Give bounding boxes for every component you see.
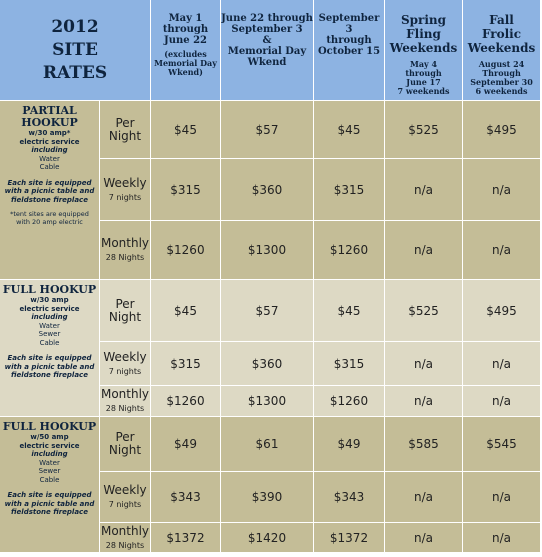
hookup-name: PARTIAL (22, 104, 77, 117)
column-header-fall-frolic (463, 0, 541, 101)
column-header-subtext (385, 60, 462, 96)
rate-value: $360 (221, 342, 314, 386)
hookup-category-cell (0, 101, 100, 280)
rate-period-label: Per Night (108, 430, 142, 457)
equipment-note: Each site is equipped (7, 178, 92, 187)
table-row (0, 280, 541, 342)
column-header-subline: (excludes (164, 49, 207, 59)
column-header-line: Fling (406, 27, 441, 41)
table-title: 2012 SITE RATES (42, 16, 108, 83)
spacer (0, 484, 99, 491)
rate-period-cell (100, 101, 151, 159)
rate-value: $315 (151, 159, 221, 221)
electric-service: electric service (19, 137, 80, 146)
rate-value: $1300 (221, 221, 314, 280)
included-utility: Cable (39, 163, 60, 171)
rate-value: $1372 (151, 523, 221, 553)
column-header-subline: through (405, 68, 442, 78)
including-label: including (31, 146, 68, 154)
table-row (0, 417, 541, 472)
rate-value: n/a (463, 523, 541, 553)
including-label: including (31, 450, 68, 458)
included-utility: Water (39, 458, 60, 467)
hookup-category-cell (0, 280, 100, 417)
rate-period-label: Weekly (103, 483, 147, 497)
table-title-cell (0, 0, 151, 101)
rate-value: $1300 (221, 386, 314, 417)
equipment-note: with a picnic table and (4, 499, 95, 508)
rate-period-label: Per Night (108, 115, 142, 143)
rate-value: $545 (463, 417, 541, 472)
rate-value: $315 (314, 342, 385, 386)
column-header-line: June 22 through (221, 13, 313, 24)
rate-value: $343 (151, 472, 221, 523)
column-header-line: October 15 (317, 46, 381, 57)
tent-note-line: with 20 amp electric (16, 218, 83, 226)
included-utility: Sewer (38, 467, 61, 475)
rate-value: $49 (314, 417, 385, 472)
rate-value: $57 (221, 280, 314, 342)
included-utility: Sewer (38, 330, 61, 338)
column-header-subtext (463, 60, 540, 96)
rate-value: $1260 (314, 386, 385, 417)
rate-value: $45 (314, 280, 385, 342)
rate-value: $61 (221, 417, 314, 472)
amperage: w/50 amp (30, 433, 69, 441)
electric-service: electric service (19, 441, 80, 450)
included-utility: Water (39, 154, 60, 163)
rate-value: n/a (463, 342, 541, 386)
rate-value: $45 (151, 101, 221, 159)
rate-value: $57 (221, 101, 314, 159)
included-utility: Cable (39, 338, 60, 347)
rate-value: $1260 (314, 221, 385, 280)
rate-period-label: Weekly (103, 175, 147, 190)
column-header-subline: June 17 (406, 77, 441, 87)
tent-site-note (0, 210, 99, 226)
hookup-category-cell (0, 417, 100, 553)
column-header-line: May 1 (168, 13, 203, 24)
column-header-line: Memorial Day (227, 46, 307, 57)
column-header-line: Frolic (481, 27, 522, 41)
amperage: w/30 amp (30, 296, 69, 304)
amperage: w/30 amp* (28, 129, 71, 137)
rate-value: $495 (463, 280, 541, 342)
hookup-name: FULL HOOKUP (2, 420, 97, 433)
rate-period-nights: 7 nights (108, 500, 142, 509)
rate-value: $1420 (221, 523, 314, 553)
rate-period-nights: 28 Nights (105, 253, 145, 262)
rate-value: $1372 (314, 523, 385, 553)
equipment-note: with a picnic table and (4, 362, 95, 371)
hookup-name: HOOKUP (21, 116, 78, 129)
rate-period-label: Monthly (100, 236, 150, 250)
rate-value: $525 (385, 280, 463, 342)
rate-value: $343 (314, 472, 385, 523)
rate-value: $1260 (151, 386, 221, 417)
column-header-subline: Memorial Day (154, 58, 217, 68)
rate-value: n/a (463, 472, 541, 523)
rate-period-cell (100, 221, 151, 280)
rate-period-nights: 7 nights (108, 192, 142, 202)
rate-value: $315 (151, 342, 221, 386)
rate-value: $495 (463, 101, 541, 159)
column-header-subline: September 30 (470, 77, 533, 87)
rate-period-cell (100, 386, 151, 417)
equipment-note: Each site is equipped (7, 354, 92, 362)
column-header-line: Weekends (467, 41, 536, 55)
column-header-subline: August 24 (478, 59, 525, 69)
rate-value: $1260 (151, 221, 221, 280)
rate-period-nights: 28 Nights (105, 540, 145, 550)
column-header-line: September 3 (318, 13, 380, 35)
column-header-spring-fling (385, 0, 463, 101)
column-header-subline: May 4 (409, 59, 438, 69)
rate-period-nights: 28 Nights (105, 404, 145, 413)
rate-period-cell (100, 280, 151, 342)
rate-value: $360 (221, 159, 314, 221)
rate-value: $45 (314, 101, 385, 159)
rate-period-cell (100, 523, 151, 553)
column-header-subline: 6 weekends (475, 86, 528, 96)
rate-value: n/a (385, 523, 463, 553)
rate-value: n/a (385, 342, 463, 386)
column-header-line: September 3 (231, 24, 303, 35)
included-utility: Water (39, 321, 60, 330)
column-header-line: & (262, 35, 272, 46)
rate-period-cell (100, 342, 151, 386)
rate-value: $45 (151, 280, 221, 342)
rate-value: n/a (463, 386, 541, 417)
rate-value: n/a (385, 472, 463, 523)
rate-value: n/a (463, 221, 541, 280)
table-row (0, 101, 541, 159)
rate-period-nights: 7 nights (108, 366, 142, 376)
rate-value: n/a (463, 159, 541, 221)
spacer (0, 347, 99, 354)
column-header-subline: 7 weekends (397, 86, 450, 96)
column-header-line: through (326, 35, 372, 46)
column-header-line: Fall (489, 13, 514, 27)
rate-value: $390 (221, 472, 314, 523)
electric-service: electric service (19, 304, 80, 313)
column-header-may-june (151, 0, 221, 101)
rate-period-cell (100, 159, 151, 221)
column-header-line: Wkend (247, 57, 287, 68)
column-header-subline: Through (482, 68, 521, 78)
rate-period-cell (100, 417, 151, 472)
equipment-note: fieldstone fireplace (11, 371, 88, 379)
rate-value: $49 (151, 417, 221, 472)
column-header-subline: Wkend) (168, 67, 203, 77)
rate-value: n/a (385, 221, 463, 280)
rate-value: n/a (385, 386, 463, 417)
rate-period-label: Weekly (103, 349, 147, 364)
column-header-june-september (221, 0, 314, 101)
column-header-subtext (151, 50, 220, 77)
rate-value: $525 (385, 101, 463, 159)
column-header-september-october (314, 0, 385, 101)
equipment-note: with a picnic table and (4, 187, 95, 195)
column-header-line: Weekends (389, 41, 458, 55)
spacer (0, 172, 99, 179)
hookup-name: FULL HOOKUP (2, 283, 97, 296)
column-header-line: through (162, 24, 209, 35)
included-utility: Cable (39, 475, 60, 484)
rate-value: n/a (385, 159, 463, 221)
including-label: including (31, 313, 68, 321)
equipment-note: Each site is equipped (7, 491, 92, 499)
column-header-line: June 22 (163, 35, 208, 46)
rate-period-label: Monthly (100, 523, 150, 538)
rate-period-label: Per Night (108, 296, 142, 324)
rate-period-cell (100, 472, 151, 523)
equipment-note: fieldstone fireplace (11, 195, 88, 204)
column-header-line: Spring (400, 13, 447, 27)
tent-note-line: *tent sites are equipped (10, 210, 89, 218)
rate-value: $585 (385, 417, 463, 472)
rate-value: $315 (314, 159, 385, 221)
rate-period-label: Monthly (100, 387, 150, 401)
equipment-note: fieldstone fireplace (11, 508, 88, 516)
